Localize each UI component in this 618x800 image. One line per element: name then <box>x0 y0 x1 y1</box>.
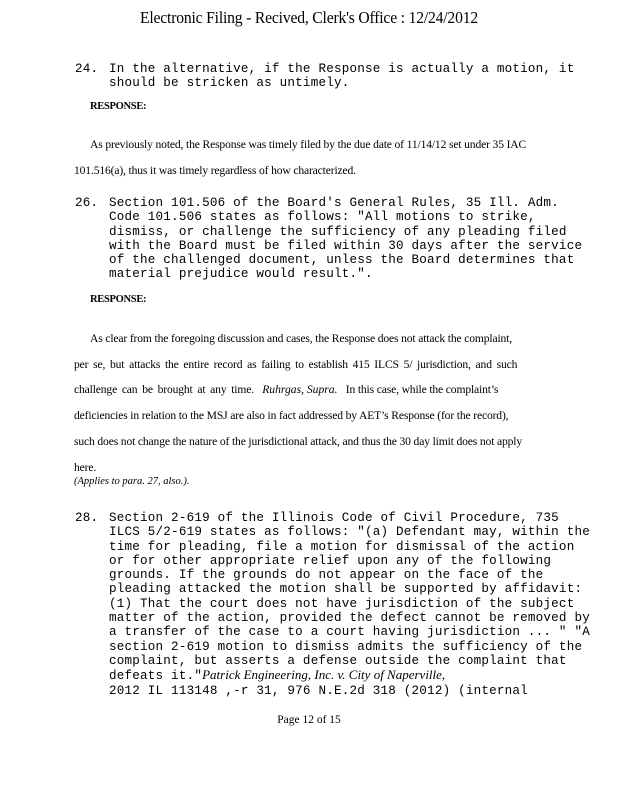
para-28-line: or for other appropriate relief upon any of the following <box>109 553 552 568</box>
response-label: RESPONSE: <box>90 101 147 112</box>
para-28-line: a transfer of the case to a court having jurisdiction ... " "A <box>109 625 590 640</box>
page-number: Page 12 of 15 <box>277 714 341 726</box>
para-26-line: Code 101.506 states as follows: "All motions to strike, <box>109 210 536 225</box>
para-28-line: (1) That the court does not have jurisdiction of the subject <box>109 596 575 611</box>
para-28-line: pleading attacked the motion shall be supported by affidavit: <box>109 582 583 597</box>
para-26-line: material prejudice would result.". <box>109 267 373 282</box>
case-citation-ruhrgas: Ruhrgas, Supra. <box>262 383 338 397</box>
para-28-number: 28. <box>75 511 99 525</box>
response-text: In this case, while the complaint’s <box>345 383 499 397</box>
para-24-number: 24. <box>75 62 99 76</box>
para-24-response <box>74 132 574 183</box>
para-24-line: should be stricken as untimely. <box>109 76 350 91</box>
response-line: As clear from the foregoing discussion and cases, the Response does not attack the complaint, <box>90 332 512 345</box>
para-24-text <box>109 62 574 91</box>
para-26-line: with the Board must be filed within 30 days after the service <box>109 238 583 253</box>
para-28-line: Section 2-619 of the Illinois Code of Civil Procedure, 735 <box>109 511 559 525</box>
response-line: 101.516(a), thus it was timely regardless of how characterized. <box>74 163 356 177</box>
para-28-line: section 2-619 motion to dismiss admits the sufficiency of the <box>109 639 583 654</box>
para-26-number: 26. <box>75 196 99 210</box>
para-26-response <box>74 326 574 480</box>
response-line: As previously noted, the Response was timely filed by the due date of 11/14/12 set under 35 IAC <box>90 138 527 151</box>
para-26-line: dismiss, or challenge the sufficiency of any pleading filed <box>109 224 567 239</box>
applies-note: (Applies to para. 27, also.). <box>74 476 190 487</box>
response-line: here. <box>74 460 97 474</box>
para-26-line: Section 101.506 of the Board's General Rules, 35 Ill. Adm. <box>109 196 559 210</box>
filing-stamp-header: Electronic Filing - Recived, Clerk's Office : 12/24/2012 <box>140 8 478 27</box>
para-24-line: In the alternative, if the Response is actually a motion, it <box>109 62 575 76</box>
response-line-citation <box>74 377 574 403</box>
para-28-line: 2012 IL 113148 ,-r 31, 976 N.E.2d 318 (2012) (internal <box>109 683 528 698</box>
para-28-line: time for pleading, file a motion for dismissal of the action <box>109 539 575 554</box>
response-line: deficiencies in relation to the MSJ are also in fact addressed by AET’s Response (for the record), <box>74 409 509 423</box>
para-28-line: complaint, but asserts a defense outside the complaint that <box>109 653 567 668</box>
para-26-text <box>109 196 582 282</box>
response-line: such does not change the nature of the jurisdictional attack, and thus the 30 day limit does not apply <box>74 434 523 448</box>
case-citation-patrick: Patrick Engineering, Inc. v. City of Naperville, <box>202 667 446 683</box>
para-28-line: ILCS 5/2-619 states as follows: "(a) Defendant may, within the <box>109 525 590 540</box>
response-label: RESPONSE: <box>90 294 147 305</box>
response-line: per se, but attacks the entire record as failing to establish 415 ILCS 5/ jurisdiction, and such <box>74 357 518 371</box>
para-28-line: defeats it." <box>109 669 203 684</box>
para-28-line: matter of the action, provided the defect cannot be removed by <box>109 611 590 626</box>
para-28-line: grounds. If the grounds do not appear on the face of the <box>109 568 544 583</box>
response-text: challenge can be brought at any time. <box>74 383 254 397</box>
para-26-line: of the challenged document, unless the Board determines that <box>109 253 575 268</box>
para-28-text <box>109 511 590 698</box>
